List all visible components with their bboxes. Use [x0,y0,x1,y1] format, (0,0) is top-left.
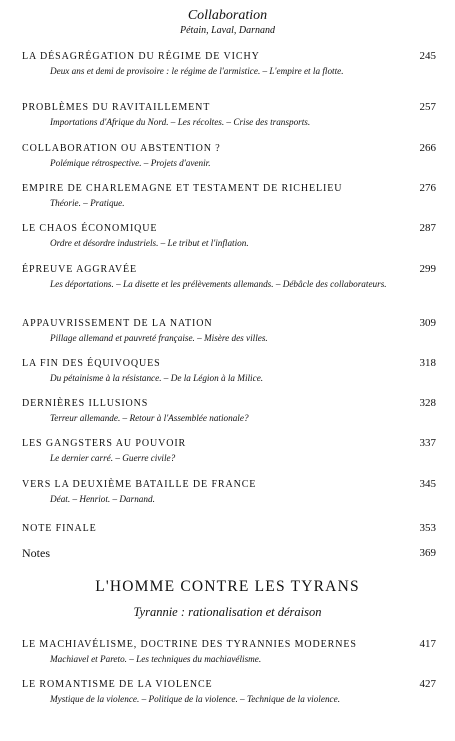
toc-entry-description: Le dernier carré. – Guerre civile? [50,453,176,463]
toc-entry [0,50,455,76]
toc-entry-title: COLLABORATION OU ABSTENTION ? [22,143,221,154]
toc-entry [0,437,455,463]
toc-entry-page: 417 [419,638,436,650]
toc-entry [0,522,455,535]
toc-entry [0,478,455,504]
toc-entry [0,182,455,208]
toc-entry-description: Importations d'Afrique du Nord. – Les récoltes. – Crise des transports. [50,117,311,127]
toc-entry [0,222,455,248]
toc-entry-title: EMPIRE DE CHARLEMAGNE ET TESTAMENT DE RICHELIEU [22,183,343,194]
toc-entry-page: 318 [419,357,436,369]
notes-title: Notes [22,546,50,560]
toc-entry-description: Mystique de la violence. – Politique de la violence. – Technique de la violence. [50,694,340,704]
toc-entry [0,101,455,127]
toc-entry-title: LE ROMANTISME DE LA VIOLENCE [22,679,213,690]
toc-entry [0,397,455,423]
toc-entry-description: Théorie. – Pratique. [50,198,125,208]
notes-page: 369 [419,547,436,559]
toc-entry [0,678,455,704]
toc-entry-title: LE CHAOS ÉCONOMIQUE [22,223,158,234]
toc-entry [0,142,455,168]
toc-entry-title: LA FIN DES ÉQUIVOQUES [22,358,161,369]
toc-entry-page: 345 [419,478,436,490]
toc-entry [0,638,455,664]
toc-entry-description: Pillage allemand et pauvreté française. – Misère des villes. [50,333,268,343]
toc-entry-description: Terreur allemande. – Retour à l'Assemblée nationale? [50,413,249,423]
toc-entry-description: Du pétainisme à la résistance. – De la Légion à la Milice. [50,373,264,383]
toc-entry [0,317,455,343]
toc-entry-page: 299 [419,263,436,275]
toc-entry-page: 266 [419,142,436,154]
toc-entry-page: 427 [419,678,436,690]
toc-entry-description: Machiavel et Pareto. – Les techniques du machiavélisme. [50,654,262,664]
toc-entry-page: 287 [419,222,436,234]
book-title: L'HOMME CONTRE LES TYRANS [95,578,360,595]
toc-entry-page: 309 [419,317,436,329]
toc-entry-page: 276 [419,182,436,194]
toc-entry-title: LE MACHIAVÉLISME, DOCTRINE DES TYRANNIES MODERNES [22,639,357,650]
toc-entry-description: Polémique rétrospective. – Projets d'avenir. [50,158,211,168]
toc-entry-page: 328 [419,397,436,409]
toc-entry-page: 245 [419,50,436,62]
toc-entry-description: Les déportations. – La disette et les prélèvements allemands. – Débâcle des collaborateurs. [50,279,387,289]
toc-entry-title: DERNIÈRES ILLUSIONS [22,398,149,409]
toc-entry-page: 353 [419,522,436,534]
part-title: Collaboration [187,8,268,23]
toc-entry-title: APPAUVRISSEMENT DE LA NATION [22,318,213,329]
toc-entry-title: PROBLÈMES DU RAVITAILLEMENT [22,102,211,113]
part-subtitle: Pétain, Laval, Darnand [180,25,275,36]
toc-entry-description: Ordre et désordre industriels. – Le tribut et l'inflation. [50,238,249,248]
toc-entry [0,263,455,289]
toc-entry-page: 337 [419,437,436,449]
book-subtitle: Tyrannie : rationalisation et déraison [133,605,322,619]
toc-entry-title: ÉPREUVE AGGRAVÉE [22,264,138,275]
toc-entry-title: LA DÉSAGRÉGATION DU RÉGIME DE VICHY [22,51,260,62]
toc-entry-title: VERS LA DEUXIÈME BATAILLE DE FRANCE [22,479,257,490]
toc-entry-title: NOTE FINALE [22,523,97,534]
toc-entry-page: 257 [419,101,436,113]
toc-entry [0,357,455,383]
toc-entry-title: LES GANGSTERS AU POUVOIR [22,438,187,449]
toc-entry-description: Deux ans et demi de provisoire : le régime de l'armistice. – L'empire et la flotte. [50,66,344,76]
toc-entry-description: Déat. – Henriot. – Darnand. [50,494,155,504]
